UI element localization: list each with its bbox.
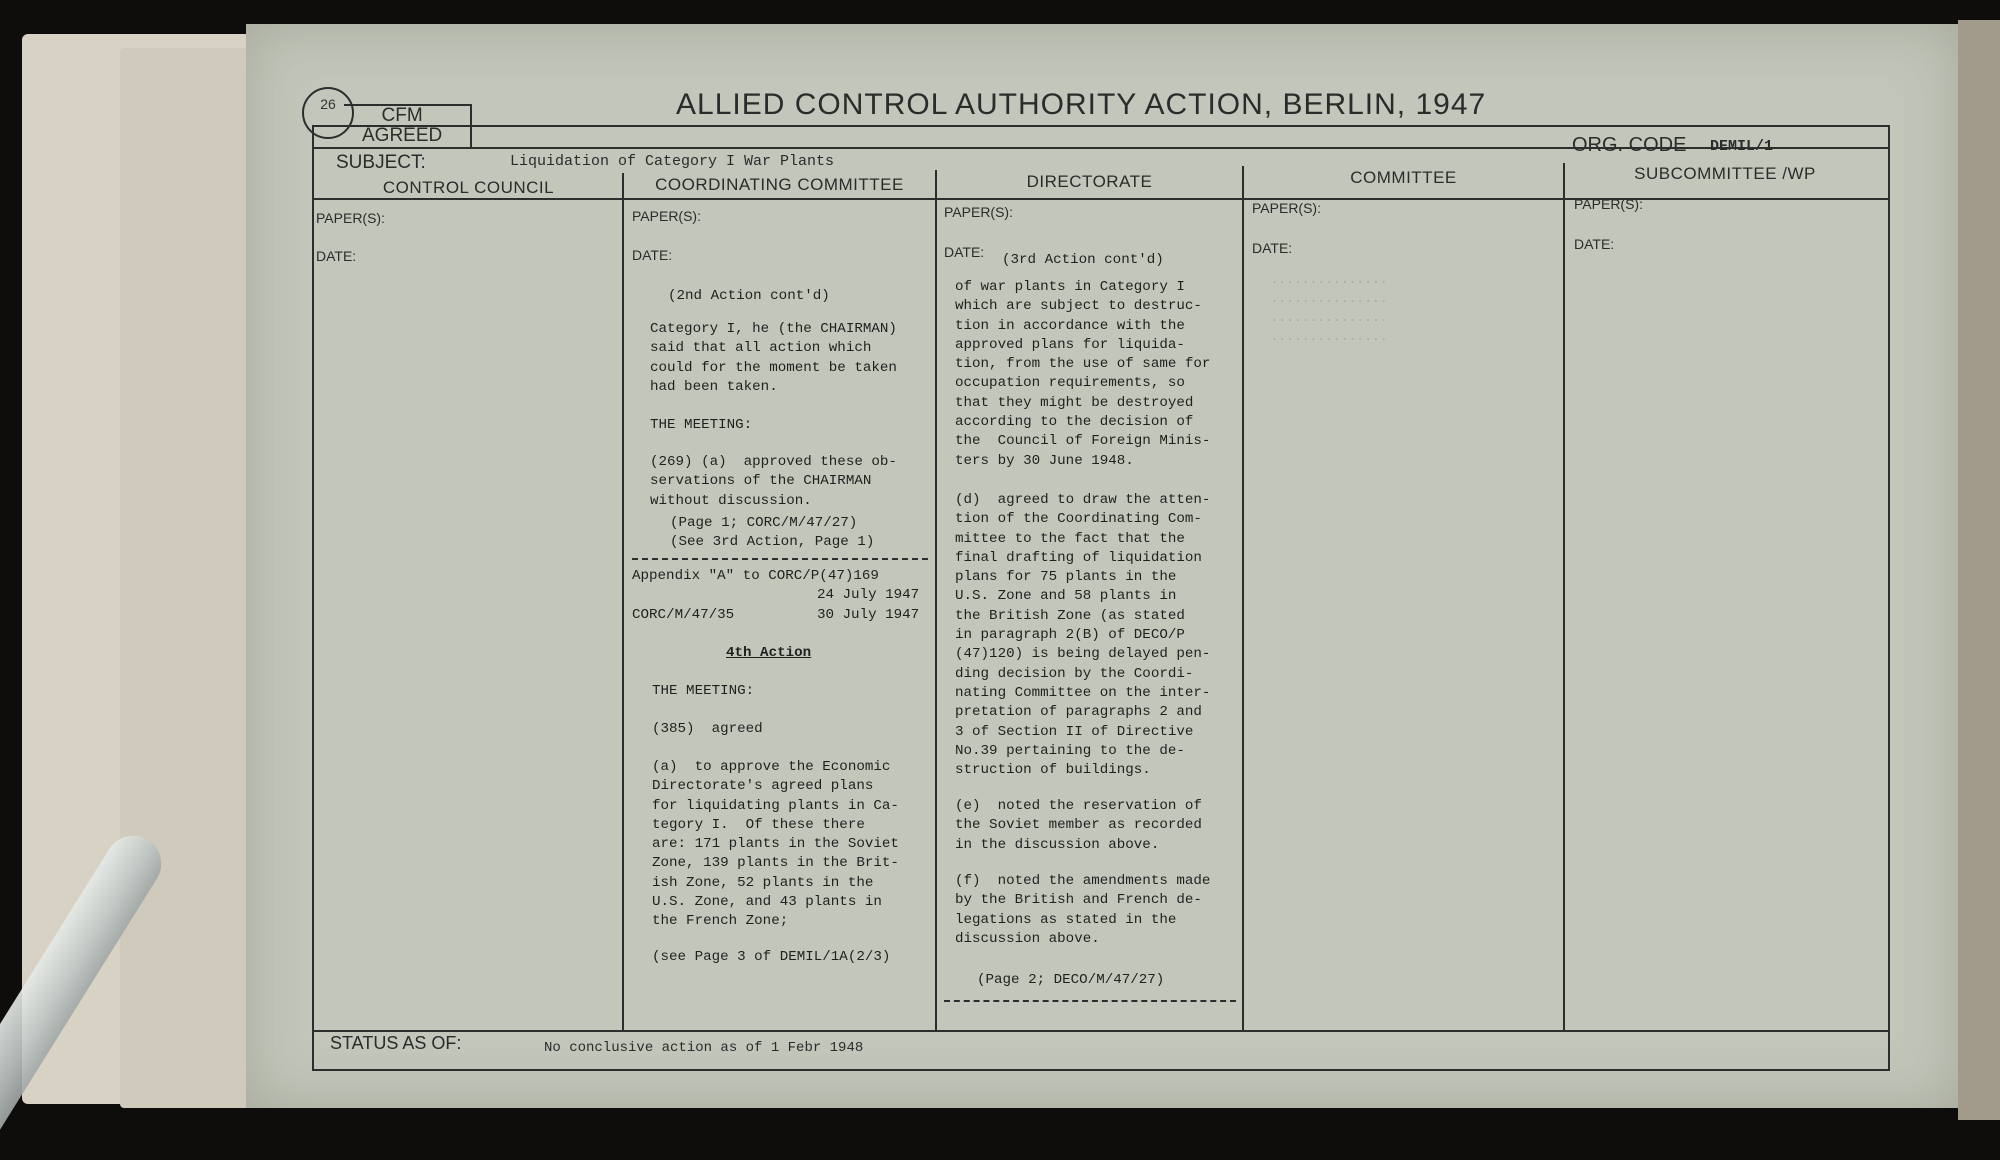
committee-date-label: DATE: <box>1252 240 1293 256</box>
coordinating-minutes-date: 30 July 1947 <box>817 607 920 623</box>
directorate-reference: (Page 2; DECO/M/47/27) <box>977 972 1165 988</box>
subject-value: Liquidation of Category I War Plants <box>510 153 835 170</box>
column-header-directorate: DIRECTORATE <box>1026 172 1153 191</box>
status-value: No conclusive action as of 1 Febr 1948 <box>544 1040 864 1056</box>
column-divider <box>1242 166 1244 1030</box>
coordinating-appendix-date: 24 July 1947 <box>817 587 920 603</box>
directorate-papers-label: PAPER(S): <box>944 204 1013 220</box>
subcommittee-date-label: DATE: <box>1574 236 1615 252</box>
coordinating-paragraph-3: (a) to approve the Economic Directorate's agreed plans for liquidating plants in Ca- tegory I. Of these there are: 171 plants in the Soviet Zone, 139 plants in the Brit- ish Zone, 52 plants in the U.S. Zone, and 43 plants in the French Zone; <box>652 759 899 930</box>
directorate-paragraph-d: (d) agreed to draw the atten- tion of the Coordinating Com- mittee to the fact that the final drafting of liquidation plans for 75 plants in the U.S. Zone and 58 plants in the British Zone (as stated in paragraph 2(B) of DECO/P (47)120) is being delayed pen- ding decision by the Coordi- nating Committee on the inter- pretation of paragraphs 2 and 3 of Section II of Directive No.39 pertaining to the de- struction of buildings. <box>955 492 1211 779</box>
coordinating-4th-action: 4th Action <box>726 645 812 661</box>
paper-stack-inner <box>120 48 250 1108</box>
column-header-rule <box>312 198 1890 200</box>
committee-papers-label: PAPER(S): <box>1252 200 1321 216</box>
org-code-label: ORG. CODE <box>1572 134 1687 156</box>
directorate-date-label: DATE: <box>944 244 985 260</box>
column-divider <box>622 173 624 1030</box>
column-header-subcommittee: SUBCOMMITTEE /WP <box>1634 164 1816 183</box>
coordinating-meeting-1: THE MEETING: <box>650 417 753 433</box>
column-header-coordinating-committee: COORDINATING COMMITTEE <box>655 175 904 194</box>
coordinating-action-header: (2nd Action cont'd) <box>668 288 830 304</box>
org-code-value: DEMIL/1 <box>1710 138 1774 155</box>
coordinating-papers-label: PAPER(S): <box>632 208 701 224</box>
subcommittee-papers-label: PAPER(S): <box>1574 196 1643 212</box>
directorate-paragraph-1: of war plants in Category I which are subject to destruc- tion in accordance with the approved plans for liquida- tion, from the use of same for occupation requirements, so that they might be destroyed according to the decision of the Council of Foreign Minis- ters by 30 June 1948. <box>955 279 1211 469</box>
coordinating-meeting-2: THE MEETING: <box>652 683 755 699</box>
column-divider <box>1563 163 1565 1030</box>
status-label: STATUS AS OF: <box>330 1033 462 1053</box>
coordinating-paragraph-1: Category I, he (the CHAIRMAN) said that all action which could for the moment be taken had been taken. <box>650 321 897 395</box>
coordinating-minutes: CORC/M/47/35 <box>632 607 735 623</box>
subject-label: SUBJECT: <box>336 152 426 173</box>
column-header-control-council: CONTROL COUNCIL <box>382 178 555 197</box>
status-rule <box>312 1030 1890 1032</box>
directorate-paragraph-f: (f) noted the amendments made by the British and French de- legations as stated in the discussion above. <box>955 873 1211 947</box>
dashed-separator <box>632 558 928 560</box>
directorate-paragraph-e: (e) noted the reservation of the Soviet member as recorded in the discussion above. <box>955 798 1202 853</box>
coordinating-reference-1: (Page 1; CORC/M/47/27) (See 3rd Action, Page 1) <box>670 515 875 551</box>
column-divider <box>935 170 937 1030</box>
directorate-action-header: (3rd Action cont'd) <box>1002 252 1164 268</box>
cfm-stamp-line1: CFM <box>381 105 423 126</box>
page-title: ALLIED CONTROL AUTHORITY ACTION, BERLIN, 1947 <box>676 88 1487 121</box>
control-council-papers-label: PAPER(S): <box>316 210 385 226</box>
header-rule <box>312 147 1890 149</box>
column-header-committee: COMMITTEE <box>1350 168 1457 187</box>
bleed-through-text: ............... ............... ............... ............... <box>1270 272 1388 344</box>
coordinating-reference-2: (see Page 3 of DEMIL/1A(2/3) <box>652 949 891 965</box>
coordinating-date-label: DATE: <box>632 247 673 263</box>
dashed-separator <box>944 1000 1236 1002</box>
coordinating-appendix: Appendix "A" to CORC/P(47)169 <box>632 568 879 584</box>
coordinating-paragraph-2: (269) (a) approved these ob- servations of the CHAIRMAN without discussion. <box>650 454 897 509</box>
cfm-stamp-line2: AGREED <box>362 125 443 146</box>
card-number: 26 <box>302 87 354 139</box>
control-council-date-label: DATE: <box>316 248 357 264</box>
card-edge <box>1958 20 2000 1120</box>
coordinating-agreed: (385) agreed <box>652 721 763 737</box>
